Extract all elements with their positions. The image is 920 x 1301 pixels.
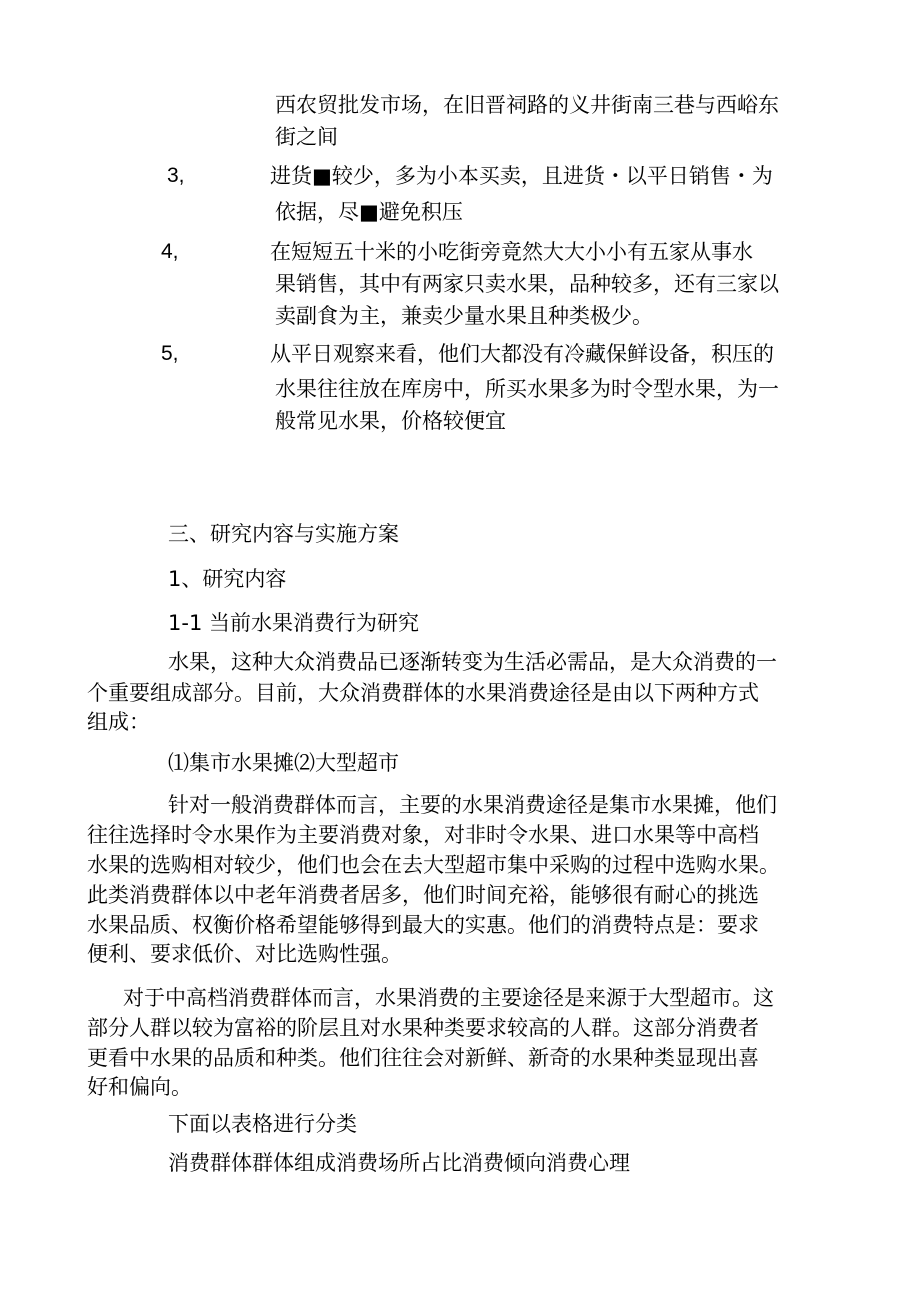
list-item-5-line-1: 从平日观察来看，他们大都没有冷藏保鲜设备，积压的	[270, 342, 774, 366]
paragraph-2-line-3: 水果的选购相对较少，他们也会在去大型超市集中采购的过程中选购水果。	[87, 853, 780, 877]
paragraph-3-line-3: 更看中水果的品质和种类。他们往往会对新鲜、新奇的水果种类显现出喜	[87, 1046, 759, 1070]
table-intro: 下面以表格进行分类	[168, 1112, 357, 1136]
sub-subsection-heading: 1-1 当前水果消费行为研究	[168, 611, 419, 635]
list-item-4-line-1: 在短短五十米的小吃街旁竟然大大小小有五家从事水	[270, 240, 753, 264]
paragraph-3-line-1: 对于中高档消费群体而言，水果消费的主要途径是来源于大型超市。这	[123, 986, 774, 1010]
list-item-4-line-3: 卖副食为主，兼卖少量水果且种类极少。	[275, 304, 653, 328]
paragraph-2-line-1: 针对一般消费群体而言，主要的水果消费途径是集市水果摊，他们	[168, 793, 777, 817]
paragraph-2-line-5: 水果品质、权衡价格希望能够得到最大的实惠。他们的消费特点是：要求	[87, 913, 759, 937]
list-item-4-number: 4,	[161, 240, 179, 263]
list-item-5-number: 5,	[161, 342, 179, 365]
paragraph-2-line-4: 此类消费群体以中老年消费者居多，他们时间充裕，能够很有耐心的挑选	[87, 883, 759, 907]
paragraph-1-line-1: 水果，这种大众消费品已逐渐转变为生活必需品，是大众消费的一	[168, 650, 777, 674]
section-heading: 三、研究内容与实施方案	[168, 522, 399, 546]
paragraph-2-line-6: 便利、要求低价、对比选购性强。	[87, 942, 402, 966]
list-item-3-number: 3,	[167, 164, 185, 187]
subsection-heading: 1、研究内容	[168, 567, 287, 591]
paragraph-1-line-2: 个重要组成部分。目前，大众消费群体的水果消费途径是由以下两种方式	[87, 681, 759, 705]
paragraph-3-line-4: 好和偏向。	[87, 1075, 192, 1099]
list-item-2-line-2: 街之间	[275, 125, 338, 149]
table-header: 消费群体群体组成消费场所占比消费倾向消费心理	[168, 1151, 630, 1175]
list-item-5-line-2: 水果往往放在库房中，所买水果多为时令型水果，为一	[275, 377, 779, 401]
paragraph-3-line-2: 部分人群以较为富裕的阶层且对水果种类要求较高的人群。这部分消费者	[87, 1016, 759, 1040]
list-item-5-line-3: 般常见水果，价格较便宜	[275, 409, 506, 433]
consumption-ways: ⑴集市水果摊⑵大型超市	[168, 751, 399, 775]
list-item-3-line-2: 依据，尽■避免积压	[275, 200, 463, 224]
list-item-3-line-1: 进货■较少，多为小本买卖，且进货・以平日销售・为	[270, 164, 773, 188]
paragraph-2-line-2: 往往选择时令水果作为主要消费对象，对非时令水果、进口水果等中高档	[87, 823, 759, 847]
paragraph-1-line-3: 组成：	[87, 710, 150, 734]
list-item-2-line-1: 西农贸批发市场，在旧晋祠路的义井街南三巷与西峪东	[275, 93, 779, 117]
list-item-4-line-2: 果销售，其中有两家只卖水果，品种较多，还有三家以	[275, 272, 779, 296]
